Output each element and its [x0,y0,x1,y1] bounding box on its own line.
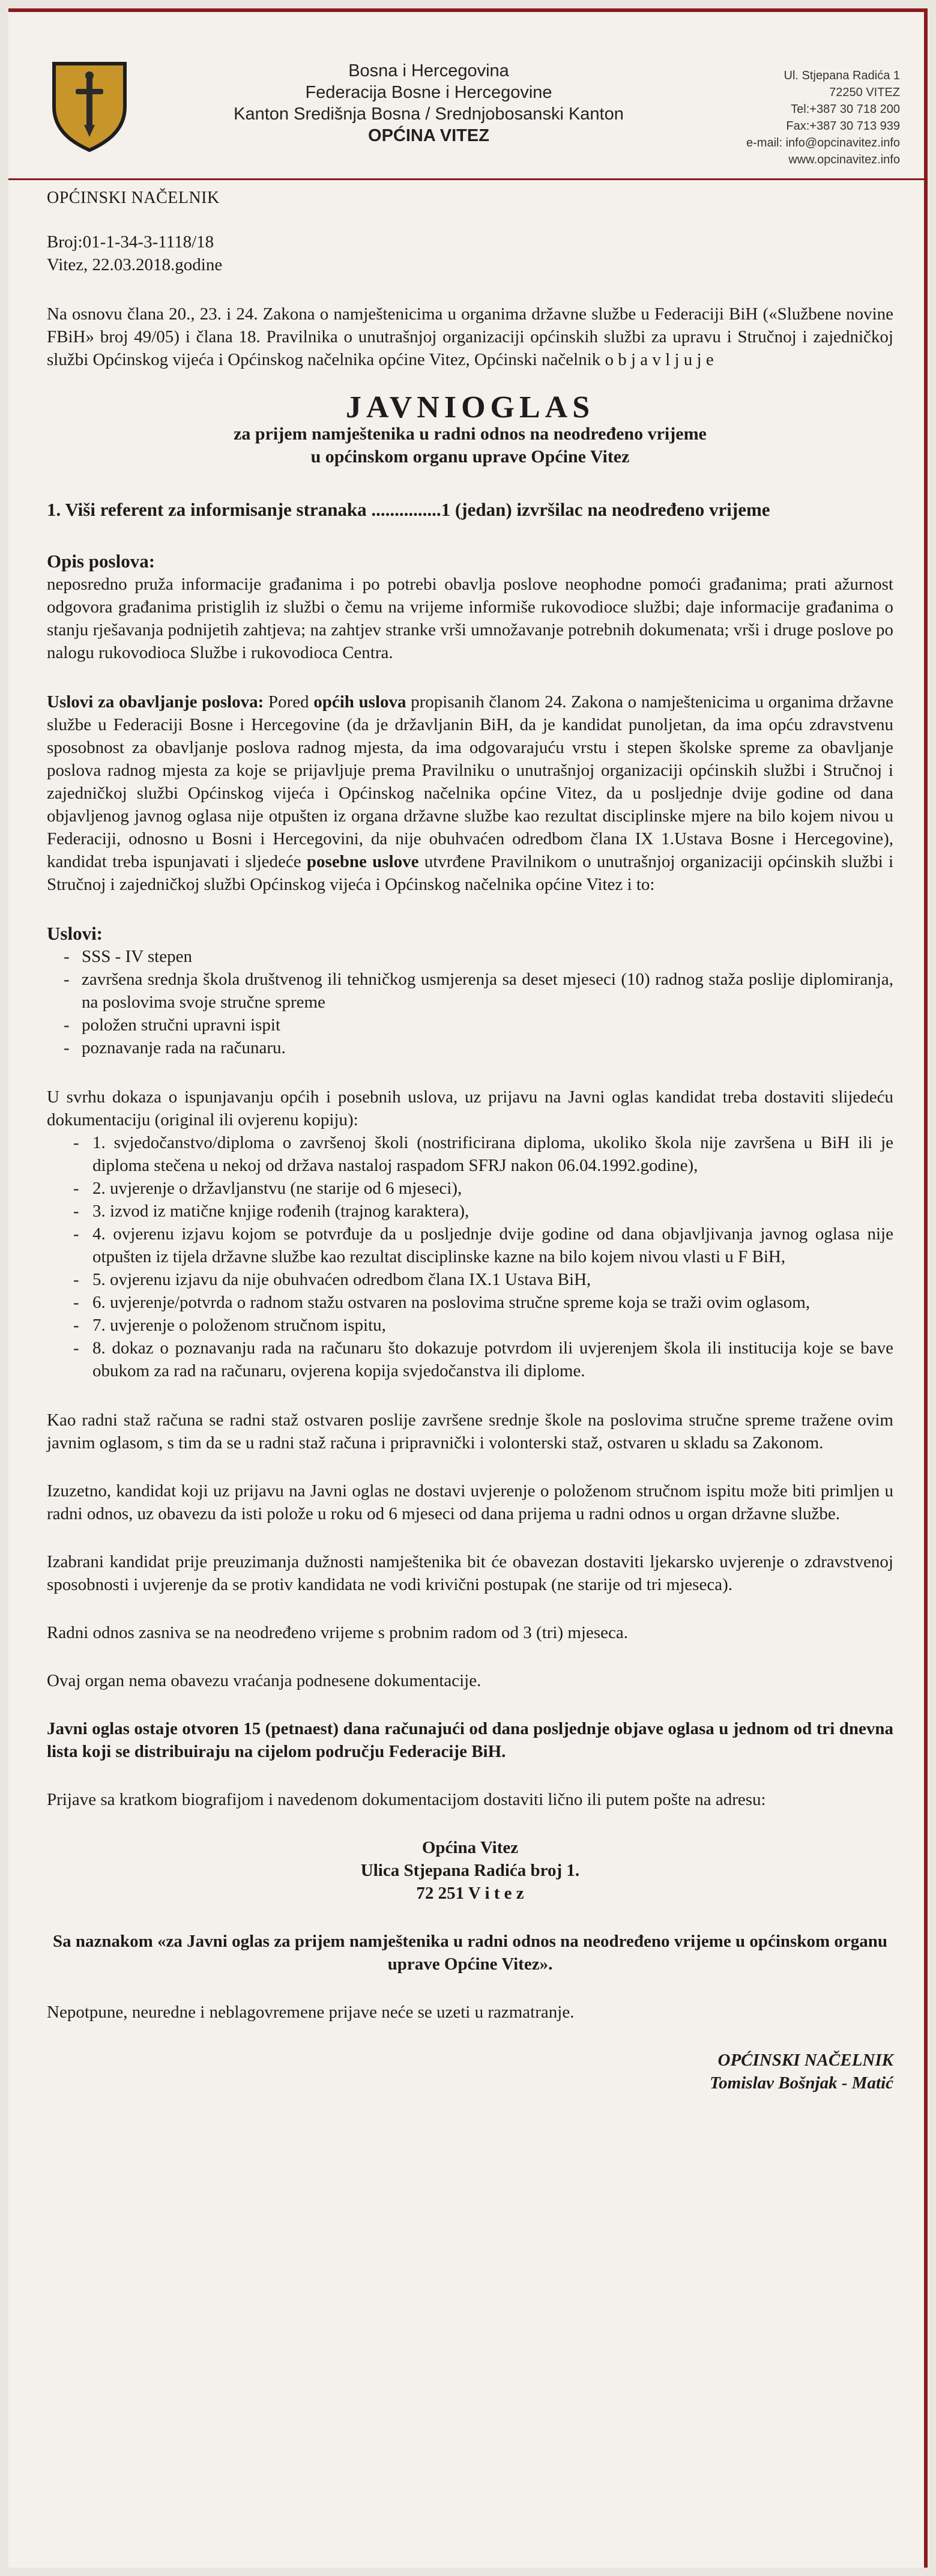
exam-exception-paragraph: Izuzetno, kandidat koji uz prijavu na Javni oglas ne dostavi uvjerenje o položenom stručnom ispitu može biti primljen u radni odnos, uz obavezu da isti polože u roku od 6 mjeseci od dana prijema u radni odnos u organ državne službe. [47,1481,893,1523]
list-item: - 5. ovjerenu izjavu da nije obuhvaćen odredbom člana IX.1 Ustava BiH, [71,1268,893,1291]
position-heading: 1. Viši referent za informisanje stranaka ...............1 (jedan) izvršilac na neodređeno vrijeme [47,499,770,520]
submission-instructions: Prijave sa kratkom biografijom i navedenom dokumentacijom dostaviti lično ili putem pošte na adresu: [47,1790,766,1809]
email-link[interactable]: e-mail: info@opcinavitez.info [746,136,900,150]
conditions-heading: Uslovi za obavljanje poslova: [47,692,264,712]
envelope-mark-note: Sa naznakom «za Javni oglas za prijem namještenika u radni odnos na neodređeno vrijeme u općinskom organu uprave Općine Vitez». [53,1932,887,1974]
submission-address [47,1836,893,1905]
conditions-text-b: propisanih članom 24. Zakona o namještenicima u organima državne službe u Federaciji Bosne i Hercegovine (da je državljanin BiH, da je kandidat punoljetan, da ima opću zdravstvenu sposobnost za obavljanje poslova radnog mjesta, da ima odgovarajuću vrstu i stepen školske spreme za obavljanje poslova radnog mjesta za koje se prijavljuje prema Pravilniku o unutrašnjoj organizaciji općinskih službi i Stručnoj i zajedničkoj službi Općinskog vijeća i Općinskog načelnika općine Vitez, da u posljednje dvije godine od dana objavljenog javnog oglasa nije otpušten iz organa državne službe kao rezultat disciplinske mjere na bilo kojem nivou u Federaciji, odnosno u Bosni i Hercegovini, da nije obuhvaćen odredbom člana IX 1.Ustava Bosne i Hercegovine), kandidat treba ispunjavati i sljedeće [47,692,893,871]
special-conditions-heading: Uslovi: [47,923,103,944]
list-item: - 2. uvjerenje o državljanstvu (ne starije od 6 mjeseci), [71,1177,893,1200]
documents-return-paragraph: Ovaj organ nema obavezu vraćanja podnesene dokumentacije. [47,1671,482,1690]
fax-number: Fax:+387 30 713 939 [786,119,900,133]
phone-number: Tel:+387 30 718 200 [791,103,900,116]
list-item: - položen stručni upravni ispit [61,1014,893,1036]
job-description-heading: Opis poslova: [47,551,155,572]
canton-name: Kanton Središnja Bosna / Srednjobosanski Kanton [234,104,624,124]
list-item: - 8. dokaz o poznavanju rada na računaru što dokazuje potvrdom ili uvjerenjem škola ili institucija koje se bave obukom za rad na računaru, ovjerena kopija svjedočanstva ili diplome. [71,1337,893,1382]
address-name: Općina Vitez [421,1838,519,1857]
reference-block [47,231,893,276]
subtitle-line-2: u općinskom organu uprave Općine Vitez [310,447,630,467]
incomplete-applications-note: Nepotpune, neuredne i neblagovremene prijave neće se uzeti u razmatranje. [47,2003,575,2022]
list-item: - 6. uvjerenje/potvrda o radnom stažu ostvaren na poslovima stručne spreme koja se traži ovim oglasom, [71,1291,893,1314]
list-item: - poznavanje rada na računaru. [61,1036,893,1059]
country-name: Bosna i Hercegovina [348,61,509,80]
list-item: - 1. svjedočanstvo/diploma o završenoj školi (nostrificirana diploma, ukoliko škola nije završena u BiH ili je diploma stečena u nekoj od država nastaloj raspadom SFRJ nakon 06.04.1992.godine), [71,1131,893,1177]
list-item: - završena srednja škola društvenog ili tehničkog usmjerenja sa deset mjeseci (10) radnog staža poslije diplomiranja, na poslovima svoje stručne spreme [61,968,893,1014]
office-title: OPĆINSKI NAČELNIK [47,189,220,207]
job-description-text: neposredno pruža informacije građanima i po potrebi obavlja poslove neophodne pomoći građanima; prati ažurnost odgovora građanima pristiglih iz službi o čemu na vrijeme informiše rukovodioce službi; daje informacije građanima o stanju rješavanja podnijetih zahtjeva; na zahtjev stranke vrši umnožavanje potrebnih dokumenata; vrši i druge poslove po nalogu rukovodioca Službe i rukovodioca Centra. [47,575,893,662]
municipality-name: OPĆINA VITEZ [368,126,489,145]
general-conditions [47,691,893,896]
list-item: - SSS - IV stepen [61,945,893,968]
list-item: - 3. izvod iz matične knjige rođenih (trajnog karaktera), [71,1200,893,1223]
notice-body [47,231,893,2094]
special-conditions-list [47,945,893,1059]
website-link[interactable]: www.opcinavitez.info [788,153,900,166]
documents-intro: U svrhu dokaza o ispunjavanju općih i posebnih uslova, uz prijavu na Javni oglas kandidat treba dostaviti slijedeću dokumentaciju (original ili ovjerenu kopiju): [47,1087,893,1129]
conditions-bold-general: općih uslova [313,692,406,712]
right-border [924,8,928,2568]
probation-paragraph: Radni odnos zasniva se na neodređeno vrijeme s probnim radom od 3 (tri) mjeseca. [47,1623,629,1642]
letterhead [8,12,924,180]
medical-certificate-paragraph: Izabrani kandidat prije preuzimanja dužnosti namještenika bit će obavezan dostaviti ljekarsko uvjerenje o zdravstvenoj sposobnosti i uvjerenje da se protiv kandidata ne vodi krivični postupak (ne starije od tri mjeseca). [47,1552,893,1594]
notice-subtitle [47,423,893,468]
conditions-bold-special: posebne uslove [306,852,419,871]
address-street: Ulica Stjepana Radića broj 1. [360,1861,580,1880]
notice-title: JAVNIOGLAS [345,390,595,425]
required-documents-list [47,1131,893,1382]
federation-name: Federacija Bosne i Hercegovine [305,83,552,102]
municipality-crest-icon [50,60,128,153]
conditions-text-a: Pored [264,692,314,712]
signature-title: OPĆINSKI NAČELNIK [717,2051,893,2070]
legal-basis-paragraph: Na osnovu člana 20., 23. i 24. Zakona o namještenicima u organima državne službe u Federaciji BiH («Službene novine FBiH» broj 49/05) i člana 18. Pravilnika o unutrašnjoj organizaciji općinskih službi za upravu i Stručnoj i zajedničkoj službi Općinskog vijeća i Općinskog načelnika općine Vitez, Općinski načelnik o b j a v l j u j e [47,304,893,369]
postal-address: 72250 VITEZ [829,86,900,99]
list-item: - 4. ovjerenu izjavu kojom se potvrđuje da u posljednje dvije godine od dana objavljivanja javnog oglasa nije otpušten iz tijela državne službe kao rezultat disciplinske kazne na bilo kojem nivou vlasti u F BiH, [71,1223,893,1268]
subtitle-line-1: za prijem namještenika u radni odnos na neodređeno vrijeme [234,424,707,444]
signature-name: Tomislav Bošnjak - Matić [710,2073,893,2093]
conditions-text-c: utvrđene Pravilnikom o unutrašnjoj organizaciji općinskih službi i Stručnoj i zajedničkoj službi Općinskog vijeća i Općinskog načelnika općine Vitez i to: [47,852,893,894]
street-address: Ul. Stjepana Radića 1 [784,69,900,82]
issue-date: Vitez, 22.03.2018.godine [47,255,223,274]
contact-block [708,67,900,168]
signature-block [47,2049,893,2094]
list-item: - 7. uvjerenje o položenom stručnom ispitu, [71,1314,893,1337]
open-period-notice: Javni oglas ostaje otvoren 15 (petnaest) dana računajući od dana posljednje objave oglasa u jednom od tri dnevna lista koji se distribuiraju na cijelom području Federacije BiH. [47,1719,893,1761]
address-city: 72 251 V i t e z [416,1884,524,1903]
work-experience-paragraph: Kao radni staž računa se radni staž ostvaren poslije završene srednje škole na poslovima stručne spreme tražene ovim javnim oglasom, s tim da se u radni staž računa i pripravnički i volonterski staž, ostvaren u skladu sa Zakonom. [47,1410,893,1453]
reference-number: Broj:01-1-34-3-1118/18 [47,232,214,252]
notice-page [8,8,928,2568]
letterhead-title [159,60,699,147]
